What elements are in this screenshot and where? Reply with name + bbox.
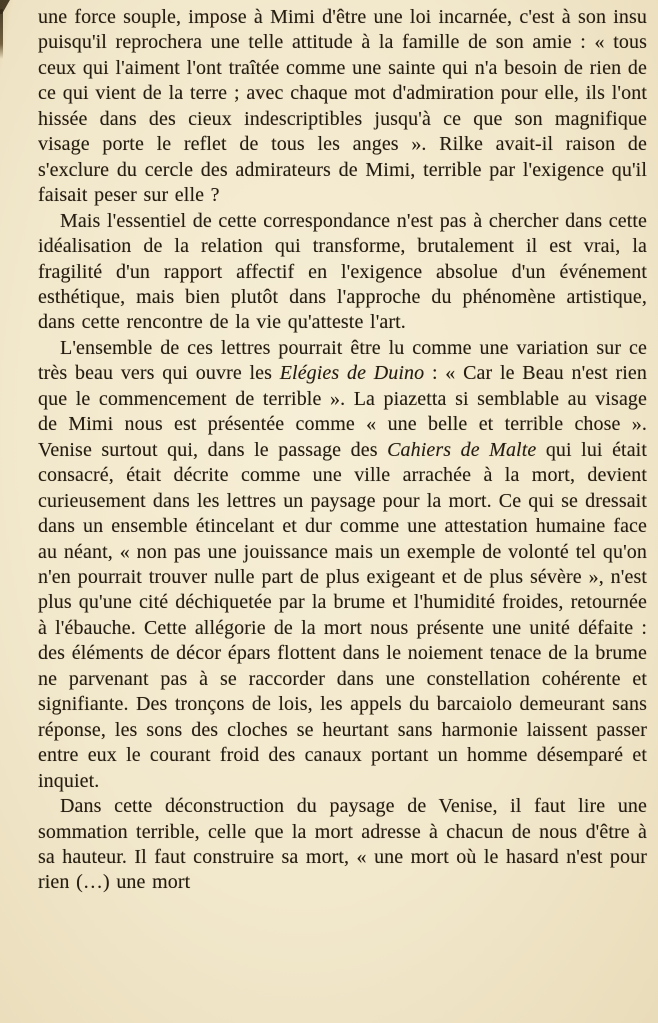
paragraph [38,336,647,794]
paragraph [38,209,647,336]
paragraph [38,794,647,896]
book-title-italic: Elégies de Duino [279,362,425,385]
text-run: Mais l'essentiel de cette correspondance n'est pas à chercher dans cette idéalisation de la relation qui transforme, brutalement il est vrai, la fragilité d'un rapport affectif en l'exigence absolue d'un événement esthétique, mais bien plutôt dans l'approche du phénomène artistique, dans cette rencontre de la vie qu'atteste l'art. [38,209,647,334]
text-run: : « Car le Beau n'est rien que le commencement de terrible ». La piazetta si semblable au visage de Mimi nous est présentée comme « une belle et terrible chose ». Venise surtout qui, dans le passage des [38,362,647,461]
text-run: L'ensemble de ces lettres pourrait être lu comme une variation sur ce très beau vers qui ouvre les [38,336,647,385]
text-run: une force souple, impose à Mimi d'être une loi incarnée, c'est à son insu puisqu'il reprochera une telle attitude à la famille de son amie : « tous ceux qui l'aiment l'ont traîtée comme une sainte qui n'a besoin de rien de ce qui vient de la terre ; avec chaque mot d'admiration pour elle, ils l'ont hissée dans des cieux indescriptibles jusqu'à ce que son magnifique visage porte le reflet de tous les anges ». Rilke avait-il raison de s'exclure du cercle des admirateurs de Mimi, terrible par l'exigence qu'il faisait peser sur elle ? [38,6,647,207]
text-run: qui lui était consacré, était décrite comme une ville arrachée à la mort, devient curieusement dans les lettres un paysage pour la mort. Ce qui se dressait dans un ensemble étincelant et dur comme une attestation humaine face au néant, « non pas une jouissance mais un exemple de volonté tel qu'on n'en pourrait trouver nulle part de plus exigeant et de plus sévère », n'est plus qu'une cité déchiquetée par la brume et l'humidité froides, retournée à l'ébauche. Cette allégorie de la mort nous présente une unité défaite : des éléments de décor épars flottent dans le noiement tenace de la brume ne parvenant pas à se raccorder dans une constellation cohérente et signifiante. Des tronçons de lois, les appels du barcaiolo demeurant sans réponse, les sons des cloches se heurtant sans harmonie laissent passer entre eux le courant froid des canaux portant un homme désemparé et inquiet. [38,438,647,792]
text-run: Dans cette déconstruction du paysage de Venise, il faut lire une sommation terrible, celle que la mort adresse à chacun de nous d'être à sa hauteur. Il faut construire sa mort, « une mort où le hasard n'est pour rien (…) une mort [38,795,647,894]
book-title-italic: Cahiers de Malte [387,438,537,461]
scan-edge-artifact [0,9,3,59]
paragraph [38,5,647,209]
page-text-block [38,5,647,896]
